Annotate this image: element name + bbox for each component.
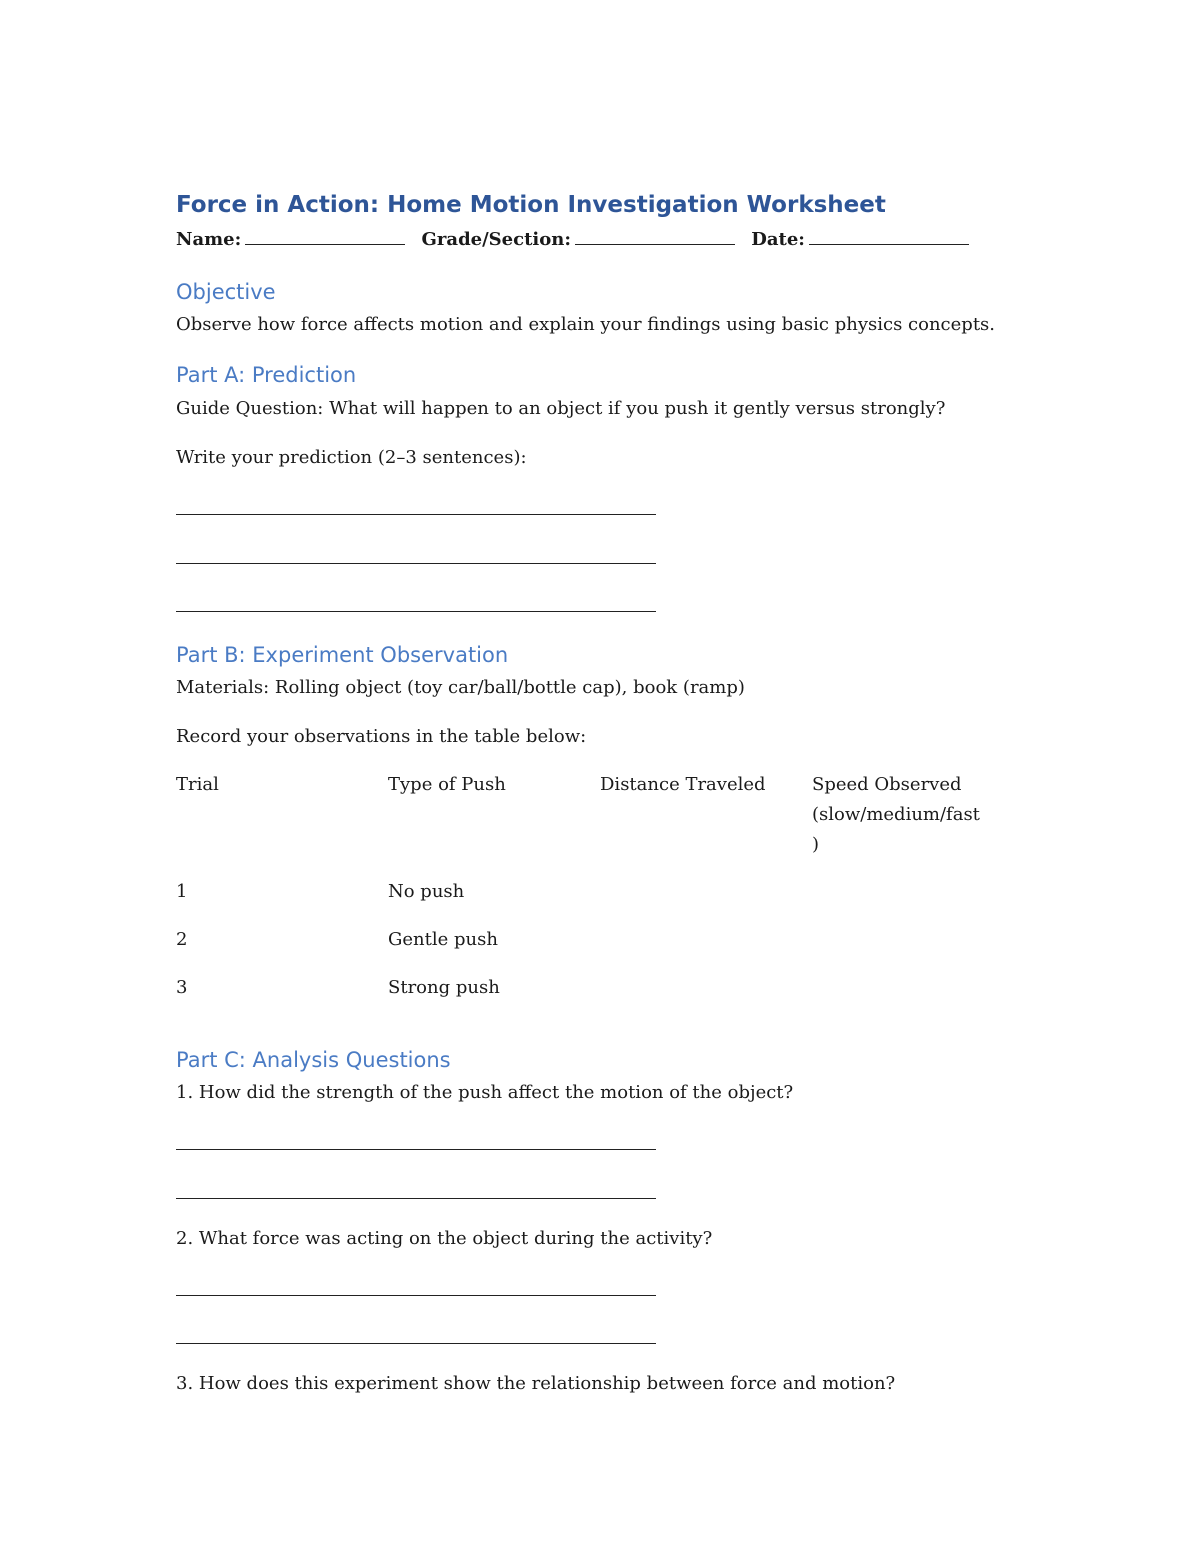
prediction-line[interactable] [176,611,656,612]
table-cell-trial: 3 [176,977,188,998]
table-cell-push: No push [388,881,465,902]
table-header-push: Type of Push [388,774,506,795]
objective-heading: Objective [176,280,276,304]
table-header-speed [812,770,980,860]
student-info-line [176,229,979,250]
prediction-line[interactable] [176,563,656,564]
answer-line-q1[interactable] [176,1198,656,1199]
prediction-instruction: Write your prediction (2–3 sentences): [176,447,527,468]
materials-text: Materials: Rolling object (toy car/ball/bottle cap), book (ramp) [176,677,745,698]
answer-line-q1[interactable] [176,1149,656,1150]
question-1: 1. How did the strength of the push affect the motion of the object? [176,1082,794,1103]
prediction-line[interactable] [176,514,656,515]
part-c-heading: Part C: Analysis Questions [176,1048,451,1072]
answer-line-q2[interactable] [176,1343,656,1344]
table-header-trial: Trial [176,774,219,795]
table-header-speed-line2: (slow/medium/fast [812,804,980,825]
grade-label: Grade/Section: [421,229,571,250]
guide-question: Guide Question: What will happen to an object if you push it gently versus strongly? [176,398,946,419]
name-blank[interactable] [245,243,405,245]
part-b-heading: Part B: Experiment Observation [176,643,509,667]
table-cell-push: Gentle push [388,929,498,950]
date-label: Date: [751,229,805,250]
part-a-heading: Part A: Prediction [176,363,357,387]
page-title: Force in Action: Home Motion Investigation Worksheet [176,192,886,218]
table-cell-trial: 2 [176,929,188,950]
date-blank[interactable] [809,243,969,245]
table-header-speed-line1: Speed Observed [812,774,962,795]
grade-blank[interactable] [575,243,735,245]
objective-text: Observe how force affects motion and explain your findings using basic physics concepts. [176,314,996,335]
table-cell-trial: 1 [176,881,188,902]
table-header-distance: Distance Traveled [600,774,766,795]
question-3: 3. How does this experiment show the relationship between force and motion? [176,1373,896,1394]
answer-line-q2[interactable] [176,1295,656,1296]
table-instruction: Record your observations in the table below: [176,726,587,747]
question-2: 2. What force was acting on the object during the activity? [176,1228,713,1249]
name-label: Name: [176,229,242,250]
table-cell-push: Strong push [388,977,500,998]
table-header-speed-line3: ) [812,834,820,855]
